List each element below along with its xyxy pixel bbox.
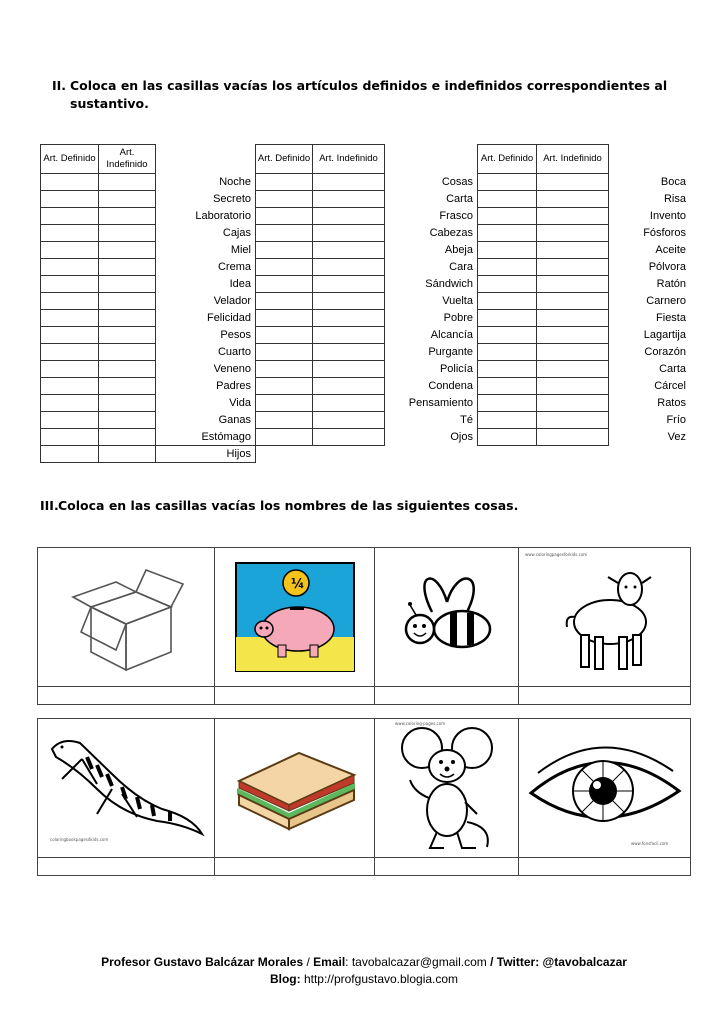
- definite-article-input[interactable]: [256, 412, 313, 429]
- noun-label: Boca: [660, 176, 686, 188]
- noun-label: Alcancía: [430, 329, 473, 341]
- answer-cell[interactable]: [519, 687, 691, 705]
- indefinite-article-input[interactable]: [99, 446, 156, 463]
- indefinite-article-input[interactable]: [99, 327, 156, 344]
- bee-icon: [392, 567, 502, 667]
- definite-article-input[interactable]: [478, 208, 537, 225]
- eye-icon: [523, 733, 687, 843]
- answer-cell[interactable]: [215, 687, 375, 705]
- definite-article-input[interactable]: [256, 310, 313, 327]
- indefinite-article-input[interactable]: [313, 225, 385, 242]
- definite-article-input[interactable]: [478, 412, 537, 429]
- indefinite-article-input[interactable]: [537, 174, 609, 191]
- noun-label: Ojos: [450, 431, 473, 443]
- definite-article-input[interactable]: [41, 361, 99, 378]
- section-iii-heading: [40, 497, 700, 515]
- noun-label: Estómago: [201, 430, 251, 443]
- answer-cell[interactable]: [38, 858, 215, 876]
- header-art-indefinido: Art. Indefinido: [313, 145, 385, 174]
- indefinite-article-input[interactable]: [537, 412, 609, 429]
- image-cell: [375, 548, 519, 687]
- noun-label: Abeja: [444, 244, 473, 256]
- header-art-definido: Art. Definido: [478, 145, 537, 174]
- noun-label: Felicidad: [206, 312, 251, 324]
- empty-cell: [537, 446, 609, 463]
- definite-article-input[interactable]: [478, 429, 537, 446]
- definite-article-input[interactable]: [256, 276, 313, 293]
- section-ii-heading: [52, 77, 672, 113]
- svg-text:¼: ¼: [290, 577, 304, 592]
- noun-label: Cabezas: [429, 227, 473, 239]
- indefinite-article-input[interactable]: [537, 208, 609, 225]
- footer: [0, 954, 728, 988]
- noun-label: Crema: [217, 261, 251, 273]
- definite-article-input[interactable]: [256, 174, 313, 191]
- indefinite-article-input[interactable]: [313, 242, 385, 259]
- empty-cell: [609, 446, 691, 463]
- noun-label: Lagartija: [643, 329, 686, 341]
- indefinite-article-input[interactable]: [99, 293, 156, 310]
- header-art-definido: Art. Definido: [256, 145, 313, 174]
- footer-email[interactable]: : tavobalcazar@gmail.com: [345, 955, 487, 969]
- definite-article-input[interactable]: [41, 429, 99, 446]
- definite-article-input[interactable]: [256, 395, 313, 412]
- image-cell: www.coloring-pages.com: [375, 719, 519, 858]
- definite-article-input[interactable]: [256, 208, 313, 225]
- definite-article-input[interactable]: [256, 191, 313, 208]
- indefinite-article-input[interactable]: [537, 242, 609, 259]
- indefinite-article-input[interactable]: [313, 259, 385, 276]
- definite-article-input[interactable]: [256, 225, 313, 242]
- definite-article-input[interactable]: [41, 344, 99, 361]
- noun-label: Frasco: [439, 210, 473, 222]
- lamb-icon: [545, 557, 665, 677]
- answer-cell[interactable]: [519, 858, 691, 876]
- indefinite-article-input[interactable]: [313, 310, 385, 327]
- empty-cell: [256, 446, 313, 463]
- definite-article-input[interactable]: [41, 259, 99, 276]
- indefinite-article-input[interactable]: [313, 344, 385, 361]
- definite-article-input[interactable]: [41, 225, 99, 242]
- definite-article-input[interactable]: [256, 327, 313, 344]
- indefinite-article-input[interactable]: [313, 174, 385, 191]
- definite-article-input[interactable]: [256, 259, 313, 276]
- indefinite-article-input[interactable]: [537, 191, 609, 208]
- noun-label: Carta: [659, 363, 686, 375]
- indefinite-article-input[interactable]: [537, 225, 609, 242]
- noun-label: Fiesta: [656, 312, 686, 324]
- section-iii-title: Coloca en las casillas vacías los nombres de las siguientes cosas.: [58, 498, 519, 513]
- noun-label: Vez: [667, 431, 686, 443]
- empty-cell: [478, 446, 537, 463]
- indefinite-article-input[interactable]: [99, 378, 156, 395]
- definite-article-input[interactable]: [478, 293, 537, 310]
- indefinite-article-input[interactable]: [99, 174, 156, 191]
- definite-article-input[interactable]: [478, 225, 537, 242]
- definite-article-input[interactable]: [41, 276, 99, 293]
- noun-label: Padres: [216, 380, 251, 392]
- header-spacer: [156, 145, 256, 174]
- definite-article-input[interactable]: [478, 174, 537, 191]
- indefinite-article-input[interactable]: [313, 378, 385, 395]
- sandwich-icon: [229, 743, 361, 833]
- noun-label: Té: [460, 414, 473, 426]
- box-icon: [61, 562, 191, 672]
- noun-label: Cuarto: [217, 346, 251, 358]
- indefinite-article-input[interactable]: [537, 344, 609, 361]
- image-cell: [215, 548, 375, 687]
- definite-article-input[interactable]: [478, 242, 537, 259]
- definite-article-input[interactable]: [256, 344, 313, 361]
- definite-article-input[interactable]: [478, 259, 537, 276]
- noun-label: Vuelta: [442, 295, 473, 307]
- noun-label: Invento: [649, 210, 686, 222]
- indefinite-article-input[interactable]: [99, 259, 156, 276]
- indefinite-article-input[interactable]: [99, 395, 156, 412]
- definite-article-input[interactable]: [256, 242, 313, 259]
- footer-author: Profesor Gustavo Balcázar Morales: [101, 955, 304, 969]
- definite-article-input[interactable]: [478, 344, 537, 361]
- noun-label: Secreto: [213, 193, 251, 205]
- indefinite-article-input[interactable]: [99, 310, 156, 327]
- indefinite-article-input[interactable]: [313, 208, 385, 225]
- noun-label: Aceite: [655, 244, 686, 256]
- image-cell: coloringbookpages4kids.com: [38, 719, 215, 858]
- definite-article-input[interactable]: [256, 429, 313, 446]
- answer-cell[interactable]: [375, 858, 519, 876]
- header-art-indefinido: Art. Indefinido: [537, 145, 609, 174]
- definite-article-input[interactable]: [41, 293, 99, 310]
- header-spacer: [385, 145, 478, 174]
- noun-label: Pensamiento: [408, 397, 473, 409]
- noun-label: Idea: [229, 278, 251, 290]
- indefinite-article-input[interactable]: [537, 276, 609, 293]
- noun-label: Carnero: [646, 295, 686, 307]
- noun-label: Ganas: [218, 414, 251, 426]
- definite-article-input[interactable]: [256, 293, 313, 310]
- noun-label: Fósforos: [643, 227, 686, 239]
- noun-label: Laboratorio: [195, 210, 251, 222]
- noun-label: Risa: [663, 193, 686, 205]
- empty-cell: [385, 446, 478, 463]
- noun-label: Cara: [449, 261, 473, 273]
- indefinite-article-input[interactable]: [313, 361, 385, 378]
- definite-article-input[interactable]: [41, 242, 99, 259]
- definite-article-input[interactable]: [41, 310, 99, 327]
- indefinite-article-input[interactable]: [99, 429, 156, 446]
- indefinite-article-input[interactable]: [313, 293, 385, 310]
- images-grid-1: [37, 547, 691, 705]
- indefinite-article-input[interactable]: [537, 327, 609, 344]
- indefinite-article-input[interactable]: [313, 327, 385, 344]
- definite-article-input[interactable]: [478, 276, 537, 293]
- indefinite-article-input[interactable]: [99, 191, 156, 208]
- definite-article-input[interactable]: [41, 174, 99, 191]
- indefinite-article-input[interactable]: [313, 429, 385, 446]
- noun-label: Carta: [446, 193, 473, 205]
- definite-article-input[interactable]: [256, 361, 313, 378]
- footer-separator: /: [303, 955, 314, 969]
- indefinite-article-input[interactable]: [99, 276, 156, 293]
- header-spacer: [609, 145, 691, 174]
- noun-label: Veneno: [213, 363, 251, 375]
- noun-label: Noche: [219, 176, 251, 188]
- footer-blog-link[interactable]: http://profgustavo.blogia.com: [300, 972, 459, 986]
- definite-article-input[interactable]: [41, 446, 99, 463]
- indefinite-article-input[interactable]: [537, 429, 609, 446]
- articles-table: [40, 144, 691, 463]
- indefinite-article-input[interactable]: [99, 208, 156, 225]
- footer-blog-label: Blog:: [269, 972, 301, 986]
- definite-article-input[interactable]: [41, 208, 99, 225]
- indefinite-article-input[interactable]: [537, 259, 609, 276]
- noun-label: Ratón: [656, 278, 686, 290]
- definite-article-input[interactable]: [41, 378, 99, 395]
- noun-label: Miel: [230, 244, 251, 256]
- noun-label: Cárcel: [654, 380, 686, 392]
- noun-label: Cosas: [441, 176, 473, 188]
- indefinite-article-input[interactable]: [537, 395, 609, 412]
- definite-article-input[interactable]: [41, 395, 99, 412]
- noun-label: Sándwich: [425, 278, 473, 290]
- noun-label: Hijos: [156, 446, 256, 463]
- noun-label: Corazón: [644, 346, 686, 358]
- noun-label: Frío: [666, 414, 686, 426]
- indefinite-article-input[interactable]: [99, 344, 156, 361]
- noun-label: Pólvora: [648, 261, 686, 273]
- indefinite-article-input[interactable]: [537, 378, 609, 395]
- definite-article-input[interactable]: [41, 412, 99, 429]
- lizard-icon: [42, 729, 210, 847]
- indefinite-article-input[interactable]: [537, 293, 609, 310]
- answer-cell[interactable]: [38, 687, 215, 705]
- image-cell: www.coloringpagesforkids.com: [519, 548, 691, 687]
- definite-article-input[interactable]: [41, 327, 99, 344]
- images-grid-2: [37, 718, 691, 876]
- noun-label: Vida: [229, 397, 251, 409]
- header-art-indefinido: Art. Indefinido: [99, 145, 156, 174]
- footer-twitter[interactable]: / Twitter: @tavobalcazar: [486, 955, 627, 969]
- indefinite-article-input[interactable]: [537, 361, 609, 378]
- answer-cell[interactable]: [375, 687, 519, 705]
- header-art-definido: Art. Definido: [41, 145, 99, 174]
- image-cell: www.fonsfacil.com: [519, 719, 691, 858]
- indefinite-article-input[interactable]: [99, 412, 156, 429]
- definite-article-input[interactable]: [478, 395, 537, 412]
- definite-article-input[interactable]: [478, 310, 537, 327]
- noun-label: Pobre: [443, 312, 473, 324]
- piggy-bank-icon: [234, 561, 356, 673]
- section-ii-number: II.: [52, 78, 67, 93]
- noun-label: Pesos: [220, 329, 251, 341]
- noun-label: Velador: [213, 295, 251, 307]
- noun-label: Condena: [428, 380, 473, 392]
- footer-email-label: Email: [313, 955, 346, 969]
- empty-cell: [313, 446, 385, 463]
- indefinite-article-input[interactable]: [537, 310, 609, 327]
- noun-label: Purgante: [428, 346, 473, 358]
- definite-article-input[interactable]: [41, 191, 99, 208]
- definite-article-input[interactable]: [256, 378, 313, 395]
- image-cell: [215, 719, 375, 858]
- indefinite-article-input[interactable]: [313, 276, 385, 293]
- section-iii-number: III.: [40, 498, 59, 513]
- mouse-icon: [392, 722, 502, 854]
- definite-article-input[interactable]: [478, 378, 537, 395]
- noun-label: Ratos: [657, 397, 686, 409]
- image-cell: [38, 548, 215, 687]
- indefinite-article-input[interactable]: [313, 191, 385, 208]
- indefinite-article-input[interactable]: [313, 412, 385, 429]
- indefinite-article-input[interactable]: [99, 225, 156, 242]
- noun-label: Cajas: [222, 227, 251, 239]
- answer-cell[interactable]: [215, 858, 375, 876]
- definite-article-input[interactable]: [478, 191, 537, 208]
- indefinite-article-input[interactable]: [99, 361, 156, 378]
- definite-article-input[interactable]: [478, 327, 537, 344]
- indefinite-article-input[interactable]: [99, 242, 156, 259]
- definite-article-input[interactable]: [478, 361, 537, 378]
- indefinite-article-input[interactable]: [313, 395, 385, 412]
- section-ii-title: Coloca en las casillas vacías los artículos definidos e indefinidos correspondientes al sustantivo.: [70, 78, 668, 111]
- noun-label: Policía: [439, 363, 473, 375]
